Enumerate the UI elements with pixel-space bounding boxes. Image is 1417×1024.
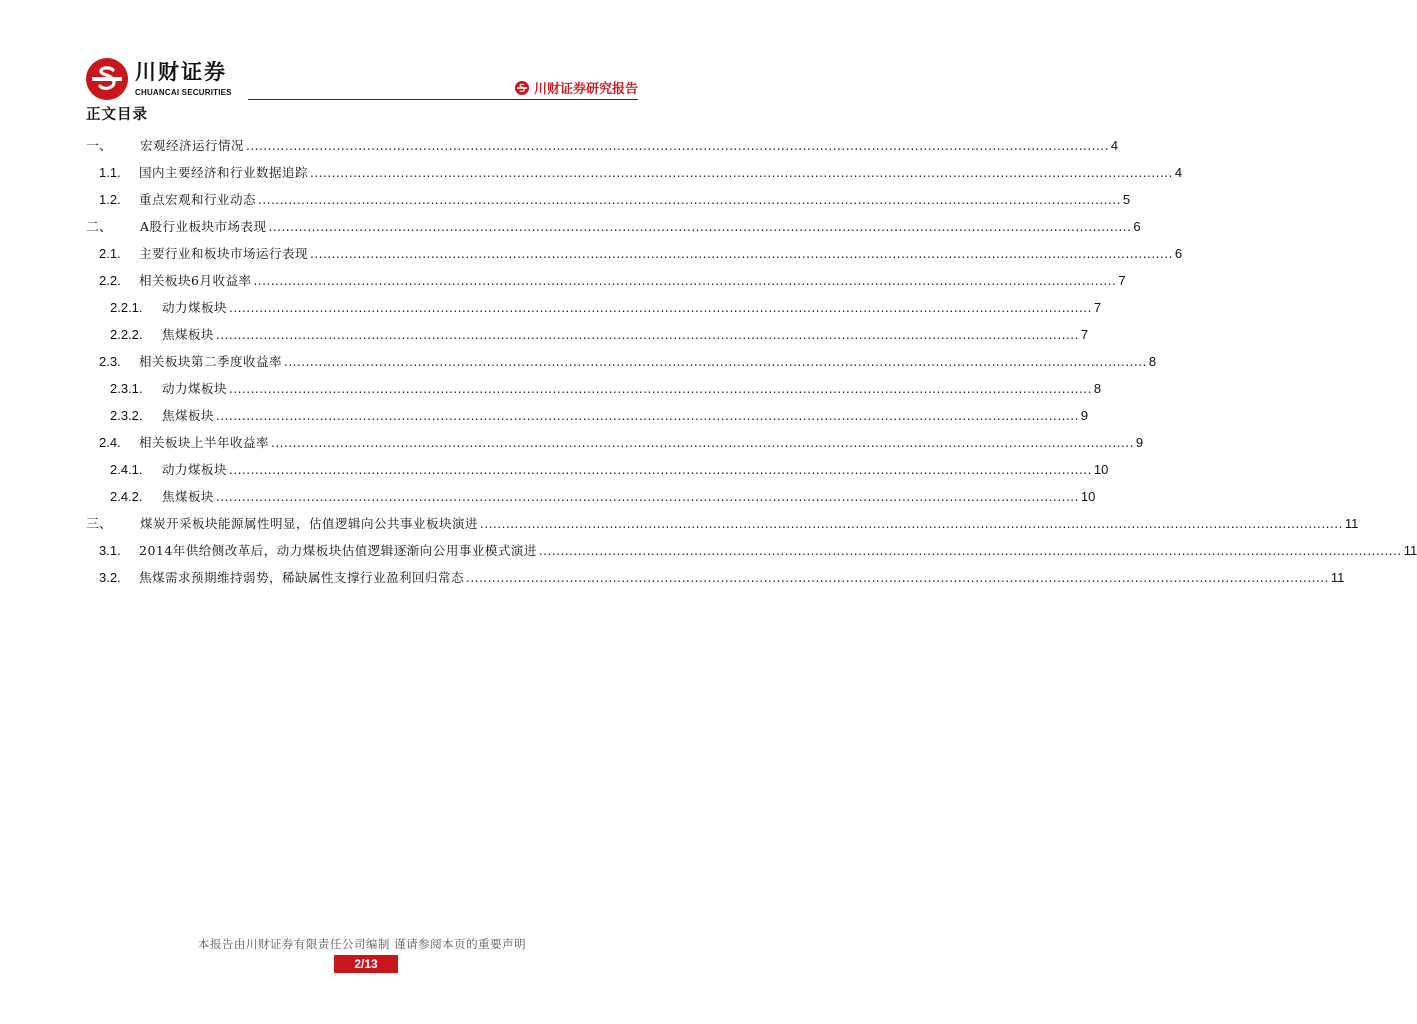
toc-entry-page: 10 — [1080, 489, 1096, 504]
toc-entry-page: 4 — [1174, 165, 1183, 180]
toc-entry-number: 2.2.2. — [110, 327, 143, 342]
toc-entry[interactable] — [86, 208, 1141, 235]
chuancai-logo-icon — [86, 58, 128, 100]
toc-entry[interactable] — [86, 289, 1102, 316]
toc-entry-title: 动力煤板块 — [162, 299, 228, 315]
toc-entry-page: 8 — [1148, 354, 1157, 369]
toc-entry-title: 煤炭开采板块能源属性明显，估值逻辑向公共事业板块演进 — [140, 515, 479, 531]
toc-entry-title: 相关板块第二季度收益率 — [139, 353, 283, 369]
page-indicator: 2/13 — [334, 955, 398, 973]
toc-leader-dots: ........................................................................................................................................................................................................ — [216, 490, 1079, 504]
toc-entry-number: 2.2.1. — [110, 300, 143, 315]
toc-entry-number: 2.3.2. — [110, 408, 143, 423]
toc-leader-dots: ........................................................................................................................................................................................................ — [310, 247, 1173, 261]
toc-leader-dots: ........................................................................................................................................................................................................ — [253, 274, 1117, 288]
toc-entry-title: 重点宏观和行业动态 — [139, 191, 257, 207]
table-of-contents — [86, 127, 1417, 586]
toc-entry-page: 6 — [1174, 246, 1183, 261]
toc-entry[interactable] — [86, 127, 1119, 154]
toc-entry-title: 动力煤板块 — [162, 461, 228, 477]
toc-entry-title: 宏观经济运行情况 — [140, 137, 245, 153]
toc-leader-dots: ........................................................................................................................................................................................................ — [229, 382, 1092, 396]
chuancai-small-logo-icon — [515, 81, 529, 95]
toc-entry-title: 相关板块上半年收益率 — [139, 434, 270, 450]
toc-leader-dots: ........................................................................................................................................................................................................ — [271, 436, 1134, 450]
toc-entry-number: 二、 — [86, 219, 113, 234]
toc-entry-page: 9 — [1080, 408, 1089, 423]
toc-entry-page: 5 — [1122, 192, 1131, 207]
report-label-text: 川财证券研究报告 — [533, 82, 638, 97]
company-logo — [86, 58, 232, 100]
toc-entry-number: 2.4.1. — [110, 462, 143, 477]
toc-entry-title: 2014年供给侧改革后，动力煤板块估值逻辑逐渐向公用事业模式演进 — [139, 542, 537, 558]
toc-entry[interactable] — [86, 424, 1144, 451]
toc-entry-page: 11 — [1403, 543, 1417, 558]
toc-entry-page: 7 — [1118, 273, 1126, 288]
toc-entry[interactable] — [86, 532, 1417, 559]
toc-entry-title: 国内主要经济和行业数据追踪 — [139, 164, 309, 180]
toc-entry[interactable] — [86, 451, 1109, 478]
toc-entry-number: 2.1. — [99, 246, 121, 261]
toc-entry[interactable] — [86, 235, 1183, 262]
toc-entry[interactable] — [86, 181, 1131, 208]
footer-disclaimer: 本报告由川财证券有限责任公司编制 谨请参阅本页的重要声明 — [197, 937, 527, 951]
toc-leader-dots: ........................................................................................................................................................................................................ — [480, 517, 1343, 531]
toc-entry-title: 焦煤板块 — [162, 326, 215, 342]
toc-leader-dots: ........................................................................................................................................................................................................ — [216, 328, 1079, 342]
toc-leader-dots: ........................................................................................................................................................................................................ — [538, 544, 1402, 558]
toc-leader-dots: ........................................................................................................................................................................................................ — [466, 571, 1329, 585]
toc-entry-page: 9 — [1135, 435, 1144, 450]
toc-entry[interactable] — [86, 343, 1157, 370]
toc-entry-title: 焦煤板块 — [162, 488, 215, 504]
toc-title: 正文目录 — [86, 106, 148, 123]
toc-entry[interactable] — [86, 397, 1089, 424]
toc-leader-dots: ........................................................................................................................................................................................................ — [310, 166, 1173, 180]
toc-entry[interactable] — [86, 316, 1089, 343]
logo-chinese-name: 川财证券 — [135, 59, 227, 84]
header-divider — [248, 99, 638, 100]
toc-entry-page: 10 — [1093, 462, 1109, 477]
toc-entry-page: 8 — [1093, 381, 1102, 396]
toc-leader-dots: ........................................................................................................................................................................................................ — [284, 355, 1147, 369]
toc-leader-dots: ........................................................................................................................................................................................................ — [216, 409, 1079, 423]
toc-leader-dots: ........................................................................................................................................................................................................ — [246, 139, 1109, 153]
toc-entry-number: 1.2. — [99, 192, 121, 207]
toc-entry[interactable] — [86, 262, 1126, 289]
toc-entry[interactable] — [86, 478, 1096, 505]
toc-entry-title: A股行业板块市场表现 — [140, 218, 267, 234]
toc-entry-title: 焦煤需求预期维持弱势，稀缺属性支撑行业盈利回归常态 — [139, 569, 465, 585]
toc-entry-number: 2.4. — [99, 435, 121, 450]
toc-entry-title: 焦煤板块 — [162, 407, 215, 423]
toc-entry-number: 2.4.2. — [110, 489, 143, 504]
report-label — [515, 78, 638, 97]
toc-entry-number: 3.1. — [99, 543, 121, 558]
toc-entry[interactable] — [86, 559, 1345, 586]
toc-entry-number: 3.2. — [99, 570, 121, 585]
toc-entry-title: 动力煤板块 — [162, 380, 228, 396]
toc-entry-number: 2.3. — [99, 354, 121, 369]
toc-leader-dots: ........................................................................................................................................................................................................ — [229, 301, 1092, 315]
toc-entry-number: 2.2. — [99, 273, 121, 288]
toc-entry-number: 1.1. — [99, 165, 121, 180]
toc-entry-number: 三、 — [86, 516, 113, 531]
toc-entry[interactable] — [86, 505, 1359, 532]
toc-leader-dots: ........................................................................................................................................................................................................ — [229, 463, 1092, 477]
toc-entry-page: 7 — [1093, 300, 1102, 315]
toc-leader-dots: ........................................................................................................................................................................................................ — [258, 193, 1121, 207]
toc-entry-page: 11 — [1330, 570, 1345, 585]
toc-entry-page: 6 — [1133, 219, 1141, 234]
toc-entry-title: 相关板块6月收益率 — [139, 272, 252, 288]
toc-entry-page: 4 — [1110, 138, 1119, 153]
toc-entry-page: 11 — [1344, 516, 1359, 531]
toc-entry[interactable] — [86, 370, 1102, 397]
toc-leader-dots: ........................................................................................................................................................................................................ — [268, 220, 1132, 234]
toc-entry-number: 一、 — [86, 138, 113, 153]
toc-entry-number: 2.3.1. — [110, 381, 143, 396]
logo-english-name: CHUANCAI SECURITIES — [135, 87, 232, 97]
toc-entry-page: 7 — [1080, 327, 1089, 342]
toc-entry[interactable] — [86, 154, 1183, 181]
toc-entry-title: 主要行业和板块市场运行表现 — [139, 245, 309, 261]
